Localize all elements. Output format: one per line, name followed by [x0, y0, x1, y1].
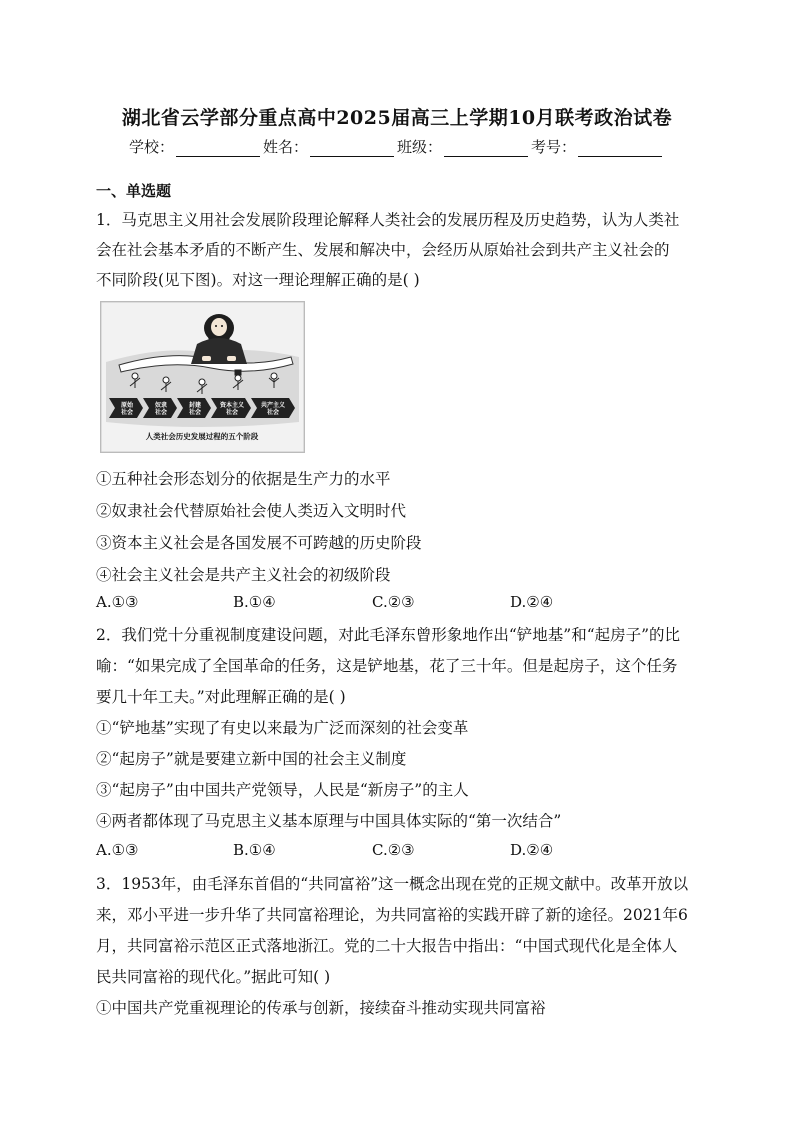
class-label: 班级： — [397, 138, 443, 156]
q2-option-a[interactable]: A.①③ — [96, 841, 139, 859]
q1-stem-line-1: 1．马克思主义用社会发展阶段理论解释人类社会的发展历程及历史趋势，认为人类社 — [96, 211, 680, 229]
q3-stem-line-2: 来，邓小平进一步升华了共同富裕理论，为共同富裕的实践开辟了新的途径。2021年6 — [96, 906, 688, 924]
q2-statement-4: ④两者都体现了马克思主义基本原理与中国具体实际的“第一次结合” — [96, 812, 562, 830]
exam-number-blank[interactable] — [578, 140, 662, 157]
q1-statement-3: ③资本主义社会是各国发展不可跨越的历史阶段 — [96, 534, 422, 552]
q1-stem-line-2: 会在社会基本矛盾的不断产生、发展和解决中，会经历从原始社会到共产主义社会的 — [96, 241, 670, 259]
student-info-row — [0, 136, 794, 157]
stage-label-primitive: 原始 — [120, 402, 134, 409]
stage-label-communist: 共产主义 — [260, 402, 286, 409]
q2-option-b[interactable]: B.①④ — [233, 841, 276, 859]
q1-option-a[interactable]: A.①③ — [96, 593, 139, 611]
q2-stem-line-1: 2．我们党十分重视制度建设问题，对此毛泽东曾形象地作出“铲地基”和“起房子”的比 — [96, 626, 681, 644]
q1-option-d[interactable]: D.②④ — [510, 593, 554, 611]
stage-label-capitalist-2: 社会 — [225, 409, 239, 416]
q2-statement-1: ①“铲地基”实现了有史以来最为广泛而深刻的社会变革 — [96, 719, 469, 737]
q2-option-d[interactable]: D.②④ — [510, 841, 554, 859]
name-blank[interactable] — [310, 140, 394, 157]
stage-label-capitalist: 资本主义 — [219, 402, 245, 409]
q3-stem-line-3: 月，共同富裕示范区正式落地浙江。党的二十大报告中指出：“中国式现代化是全体人 — [96, 937, 678, 955]
q2-stem-line-3: 要几十年工夫。”对此理解正确的是( ) — [96, 688, 346, 706]
q2-statement-3: ③“起房子”由中国共产党领导，人民是“新房子”的主人 — [96, 781, 469, 799]
q1-option-b[interactable]: B.①④ — [233, 593, 276, 611]
q1-stem-line-3: 不同阶段(见下图)。对这一理论理解正确的是( ) — [96, 271, 420, 289]
q2-options — [96, 841, 696, 861]
q1-option-c[interactable]: C.②③ — [372, 593, 415, 611]
q1-statement-2: ②奴隶社会代替原始社会使人类迈入文明时代 — [96, 502, 407, 520]
school-blank[interactable] — [176, 140, 260, 157]
q3-stem-line-1: 3．1953年，由毛泽东首倡的“共同富裕”这一概念出现在党的正规文献中。改革开放以 — [96, 875, 689, 893]
stage-label-slave-2: 社会 — [154, 409, 168, 416]
q2-option-c[interactable]: C.②③ — [372, 841, 415, 859]
name-label: 姓名： — [262, 138, 308, 156]
stage-label-feudal: 封建 — [188, 402, 202, 409]
q1-options — [96, 593, 696, 613]
stage-label-primitive-2: 社会 — [120, 409, 134, 416]
section-title: 一、单选题 — [96, 182, 172, 200]
q1-statement-1: ①五种社会形态划分的依据是生产力的水平 — [96, 470, 391, 488]
q2-stem-line-2: 喻：“如果完成了全国革命的任务，这是铲地基，花了三十年。但是起房子，这个任务 — [96, 657, 678, 675]
figure-caption: 人类社会历史发展过程的五个阶段 — [145, 432, 259, 441]
exam-number-label: 考号： — [531, 138, 577, 156]
class-blank[interactable] — [444, 140, 528, 157]
stage-label-feudal-2: 社会 — [188, 409, 202, 416]
social-stages-illustration — [101, 302, 304, 452]
stage-label-slave: 奴隶 — [154, 402, 168, 409]
school-label: 学校： — [128, 138, 174, 156]
q1-figure — [100, 301, 305, 453]
q3-stem-line-4: 民共同富裕的现代化。”据此可知( ) — [96, 968, 331, 986]
stage-label-communist-2: 社会 — [266, 409, 280, 416]
q2-statement-2: ②“起房子”就是要建立新中国的社会主义制度 — [96, 750, 407, 768]
exam-title: 湖北省云学部分重点高中2025届高三上学期10月联考政治试卷 — [121, 107, 673, 129]
q1-statement-4: ④社会主义社会是共产主义社会的初级阶段 — [96, 566, 391, 584]
q3-statement-1: ①中国共产党重视理论的传承与创新，接续奋斗推动实现共同富裕 — [96, 999, 546, 1017]
